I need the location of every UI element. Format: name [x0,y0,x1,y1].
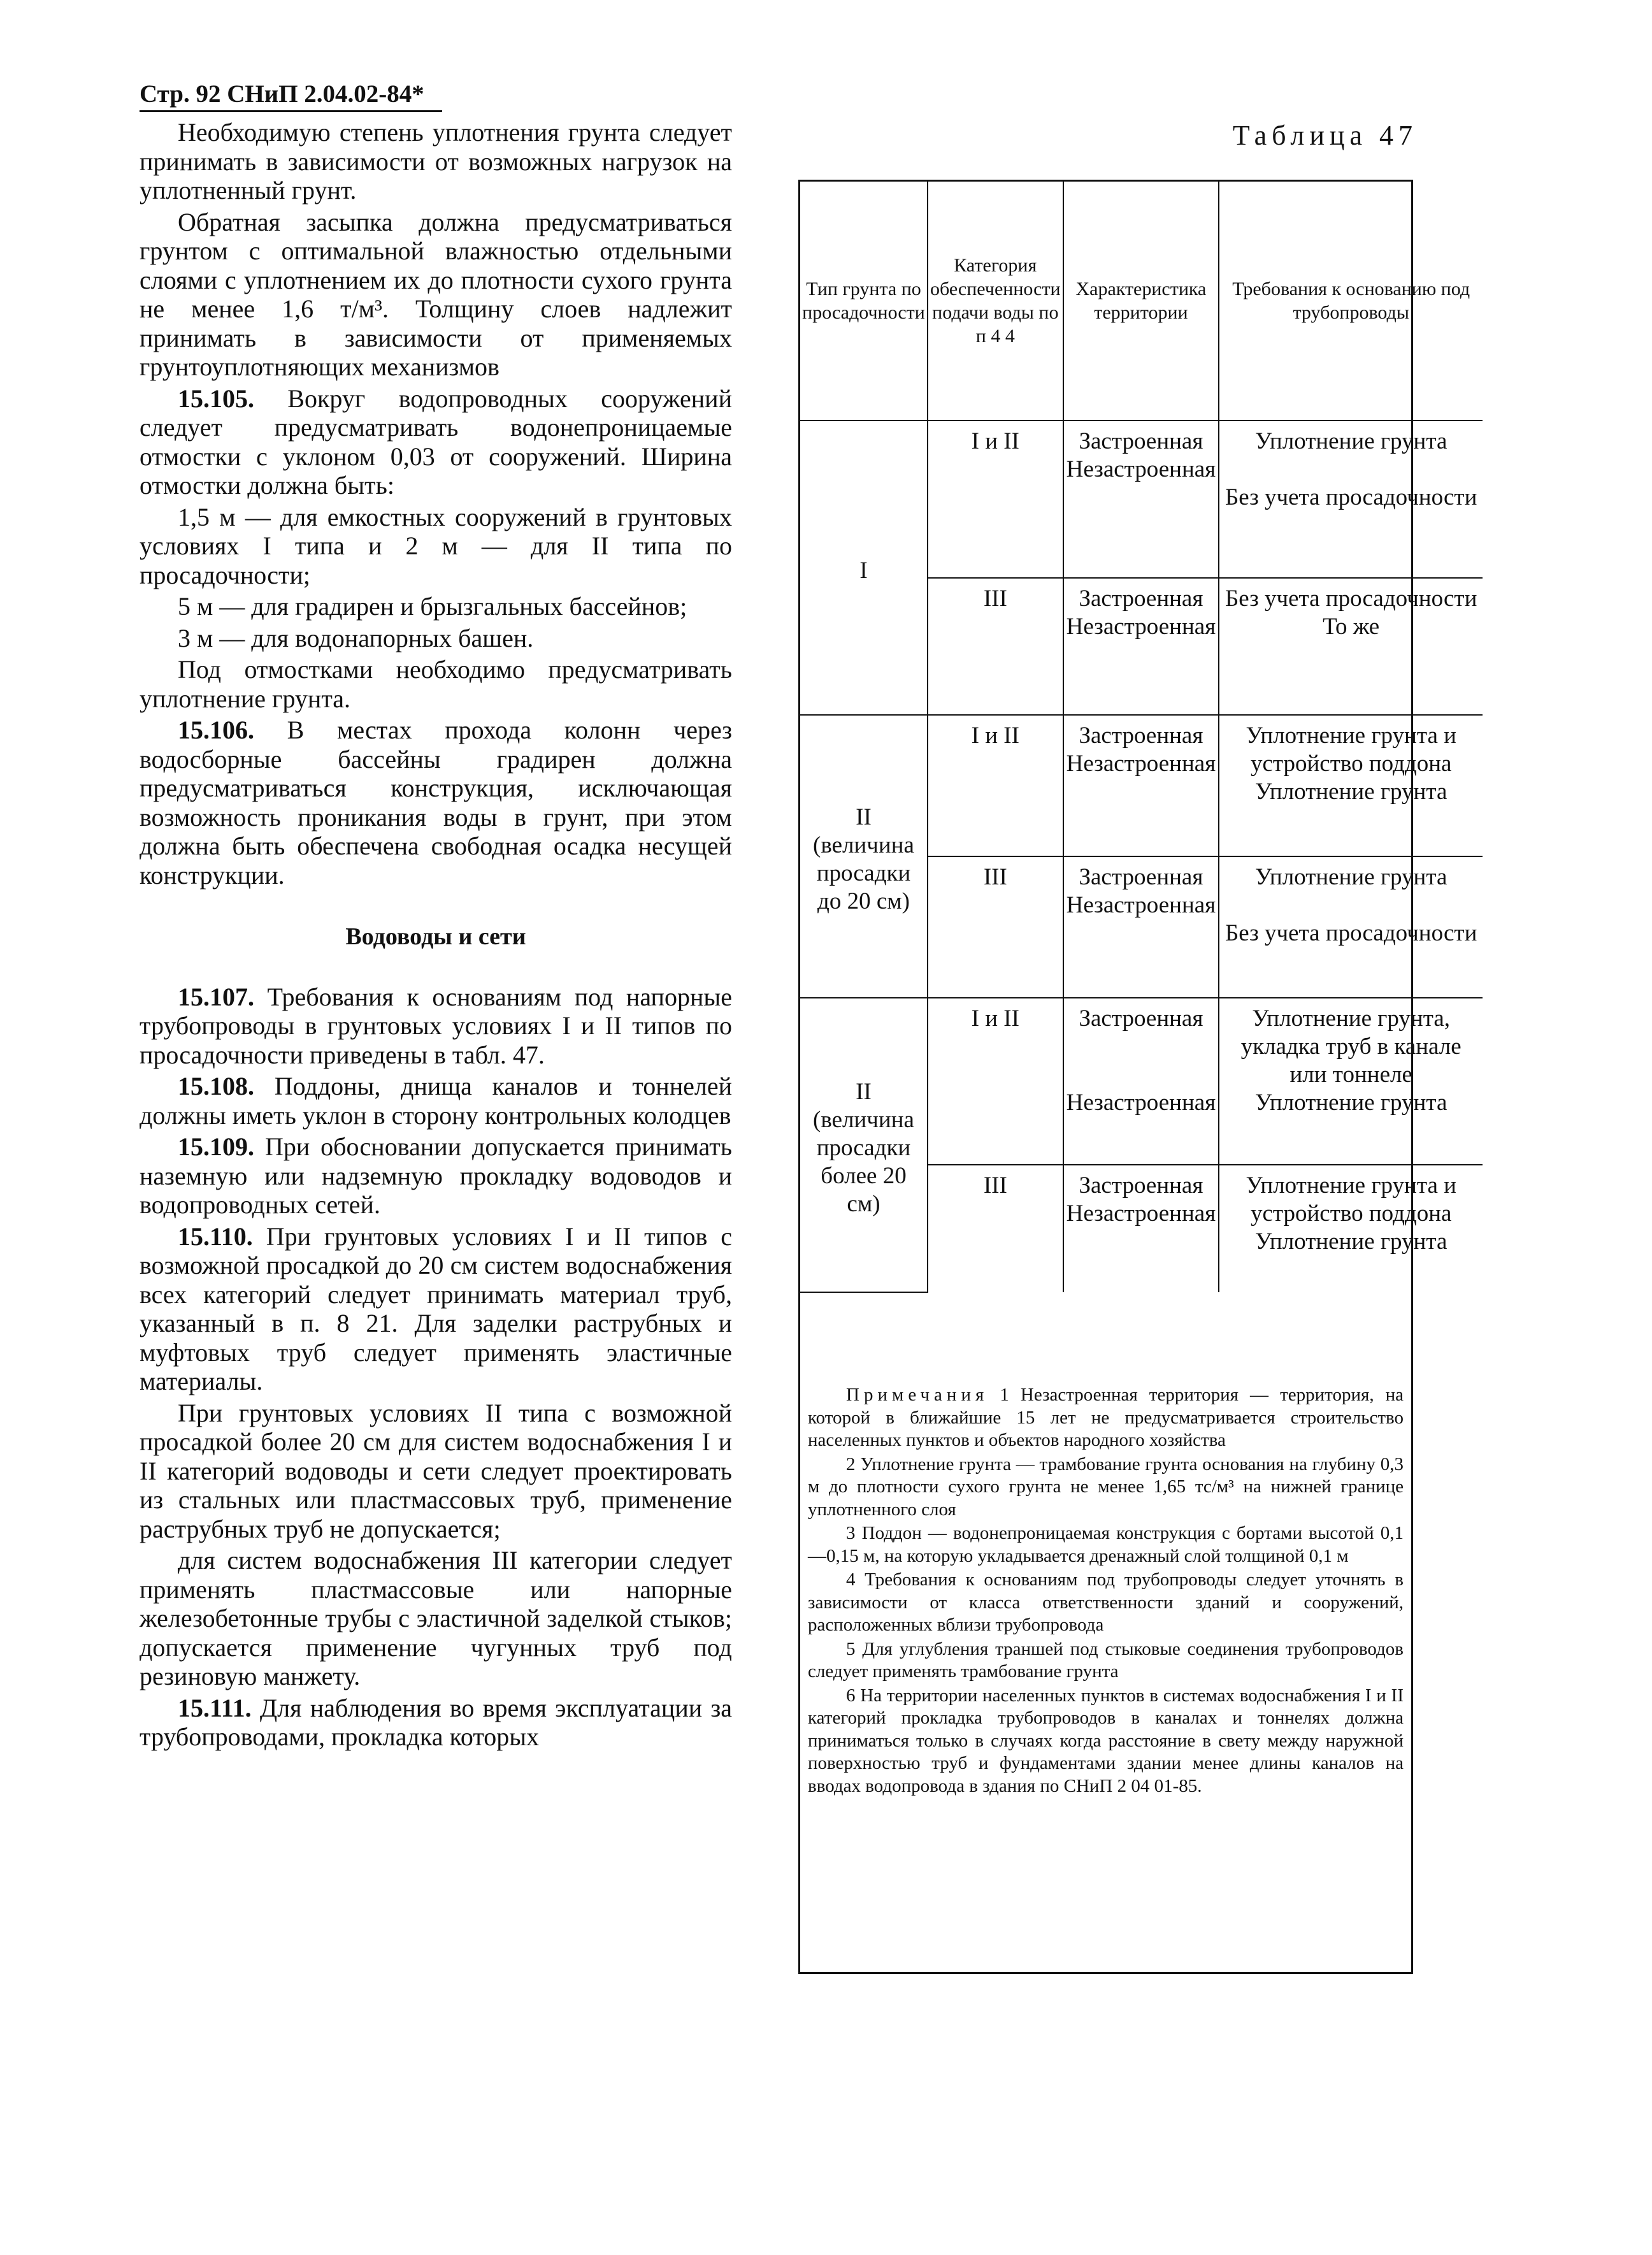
paragraph: 15.108. Поддоны, днища каналов и тоннелей должны иметь уклон в сторону контрольных колодцев [140,1072,732,1130]
category-cell: III [928,578,1063,715]
header-cell: Тип грунта по просадочности [800,182,928,421]
paragraph: При грунтовых условиях II типа с возможной просадкой более 20 см для систем водоснабжения I и II категорий водоводы и сети следует проектировать из стальных или пластмассовых труб, применение раструбных труб не допускается; [140,1398,732,1543]
territory-cell: Застроенная Незастроенная [1063,578,1219,715]
note: 4 Требования к основаниям под трубопроводы следует уточнять в зависимости от класса ответственности зданий и сооружений, расположенных вблизи трубопровода [808,1569,1404,1635]
category-cell: III [928,1165,1063,1292]
category-cell: III [928,856,1063,998]
note: 2 Уплотнение грунта — трамбование грунта основания на глубину 0,3 м до плотности сухого грунта не менее 1,65 тс/м³ на нижней границе уплотненного слоя [808,1453,1404,1520]
note: Примечания 1 Незастроенная территория — территория, на которой в ближайшие 15 лет не предусматривается строительство населенных пунктов и объектов народного хозяйства [808,1385,1404,1450]
table-row [800,998,1483,1165]
paragraph: 15.111. Для наблюдения во время эксплуатации за трубопроводами, прокладка которых [140,1693,732,1751]
paragraph: 1,5 м — для емкостных сооружений в грунтовых условиях I типа и 2 м — для II типа по просадочности; [140,502,732,589]
section-title: Водоводы и сети [345,923,526,950]
requirement-cell: Уплотнение грунта, укладка труб в канале или тоннеле Уплотнение грунта [1219,998,1483,1165]
category-cell: I и II [928,715,1063,856]
table-header-row [800,182,1483,421]
paragraph: Необходимую степень уплотнения грунта следует принимать в зависимости от возможных нагрузок на уплотненный грунт. [140,118,732,205]
header-cell: Характеристика территории [1063,182,1219,421]
paragraph: Обратная засыпка должна предусматриваться грунтом с оптимальной влажностью отдельными слоями с уплотнением их до плотности сухого грунта не менее 1,6 т/м³. Толщину слоев надлежит принимать в зависимости от применяемых грунтоуплотняющих механизмов [140,207,732,381]
category-cell: I и II [928,998,1063,1165]
left-column [140,118,732,1754]
category-cell: I и II [928,421,1063,578]
note: 5 Для углубления траншей под стыковые соединения трубопроводов следует применять трамбование грунта [808,1638,1404,1682]
requirements-table [800,182,1483,1293]
territory-cell: Застроенная Незастроенная [1063,421,1219,578]
header-rule [140,110,442,112]
territory-cell: Застроенная Незастроенная [1063,856,1219,998]
header-cell: Требования к основанию под трубопроводы [1219,182,1483,421]
territory-cell: Застроенная Незастроенная [1063,998,1219,1165]
requirement-cell: Уплотнение грунта и устройство поддона Уплотнение грунта [1219,1165,1483,1292]
notes-label: Примечания [846,1385,989,1405]
paragraph: Под отмостками необходимо предусматривать уплотнение грунта. [140,655,732,713]
page-header: Стр. 92 СНиП 2.04.02-84* [140,80,424,108]
header-cell: Категория обеспеченности подачи воды по п 4 4 [928,182,1063,421]
table-notes [808,1384,1404,1799]
requirement-cell: Уплотнение грунта и устройство поддона Уплотнение грунта [1219,715,1483,856]
requirement-cell: Уплотнение грунта Без учета просадочности [1219,856,1483,998]
soil-type-cell: I [800,421,928,715]
table-caption: Таблица 47 [1232,120,1418,151]
table-row [800,421,1483,578]
paragraph: 15.107. Требования к основаниям под напорные трубопроводы в грунтовых условиях I и II типов по просадочности приведены в табл. 47. [140,982,732,1069]
territory-cell: Застроенная Незастроенная [1063,715,1219,856]
paragraph: 15.106. В местах прохода колонн через водосборные бассейны градирен должна предусматриваться конструкция, исключающая возможность проникания воды в грунт, при этом должна быть обеспечена свободная осадка несущей конструкции. [140,716,732,890]
requirement-cell: Уплотнение грунта Без учета просадочности [1219,421,1483,578]
soil-type-cell: II (величина просадки до 20 см) [800,715,928,998]
paragraph: для систем водоснабжения III категории следует применять пластмассовые или напорные железобетонные трубы с эластичной заделкой стыков; допускается применение чугунных труб под резиновую манжету. [140,1546,732,1690]
soil-type-cell: II (величина просадки более 20 см) [800,998,928,1292]
table-row [800,715,1483,856]
requirement-cell: Без учета просадочности То же [1219,578,1483,715]
note: 3 Поддон — водонепроницаемая конструкция с бортами высотой 0,1—0,15 м, на которую укладывается дренажный слой толщиной 0,1 м [808,1523,1404,1566]
paragraph: 15.110. При грунтовых условиях I и II типов с возможной просадкой до 20 см систем водоснабжения всех категорий следует принимать материал труб, указанный в п. 8 21. Для заделки раструбных и муфтовых труб следует применять эластичные материалы. [140,1221,732,1395]
paragraph: 3 м — для водонапорных башен. [178,623,534,652]
note: 6 На территории населенных пунктов в системах водоснабжения I и II категорий прокладка трубопроводов в каналах и тоннелях должна приниматься только в случаях когда расстояние в свету между наружной поверхностью труб и фундаментами здании менее длины каналов на вводах водопровода в здания по СНиП 2 04 01-85. [808,1685,1404,1796]
paragraph: 15.109. При обосновании допускается принимать наземную или надземную прокладку водоводов и водопроводных сетей. [140,1132,732,1219]
territory-cell: Застроенная Незастроенная [1063,1165,1219,1292]
paragraph: 15.105. Вокруг водопроводных сооружений следует предусматривать водонепроницаемые отмостки с уклоном 0,03 от сооружений. Ширина отмостки должна быть: [140,384,732,500]
paragraph: 5 м — для градирен и брызгальных бассейнов; [178,592,687,621]
